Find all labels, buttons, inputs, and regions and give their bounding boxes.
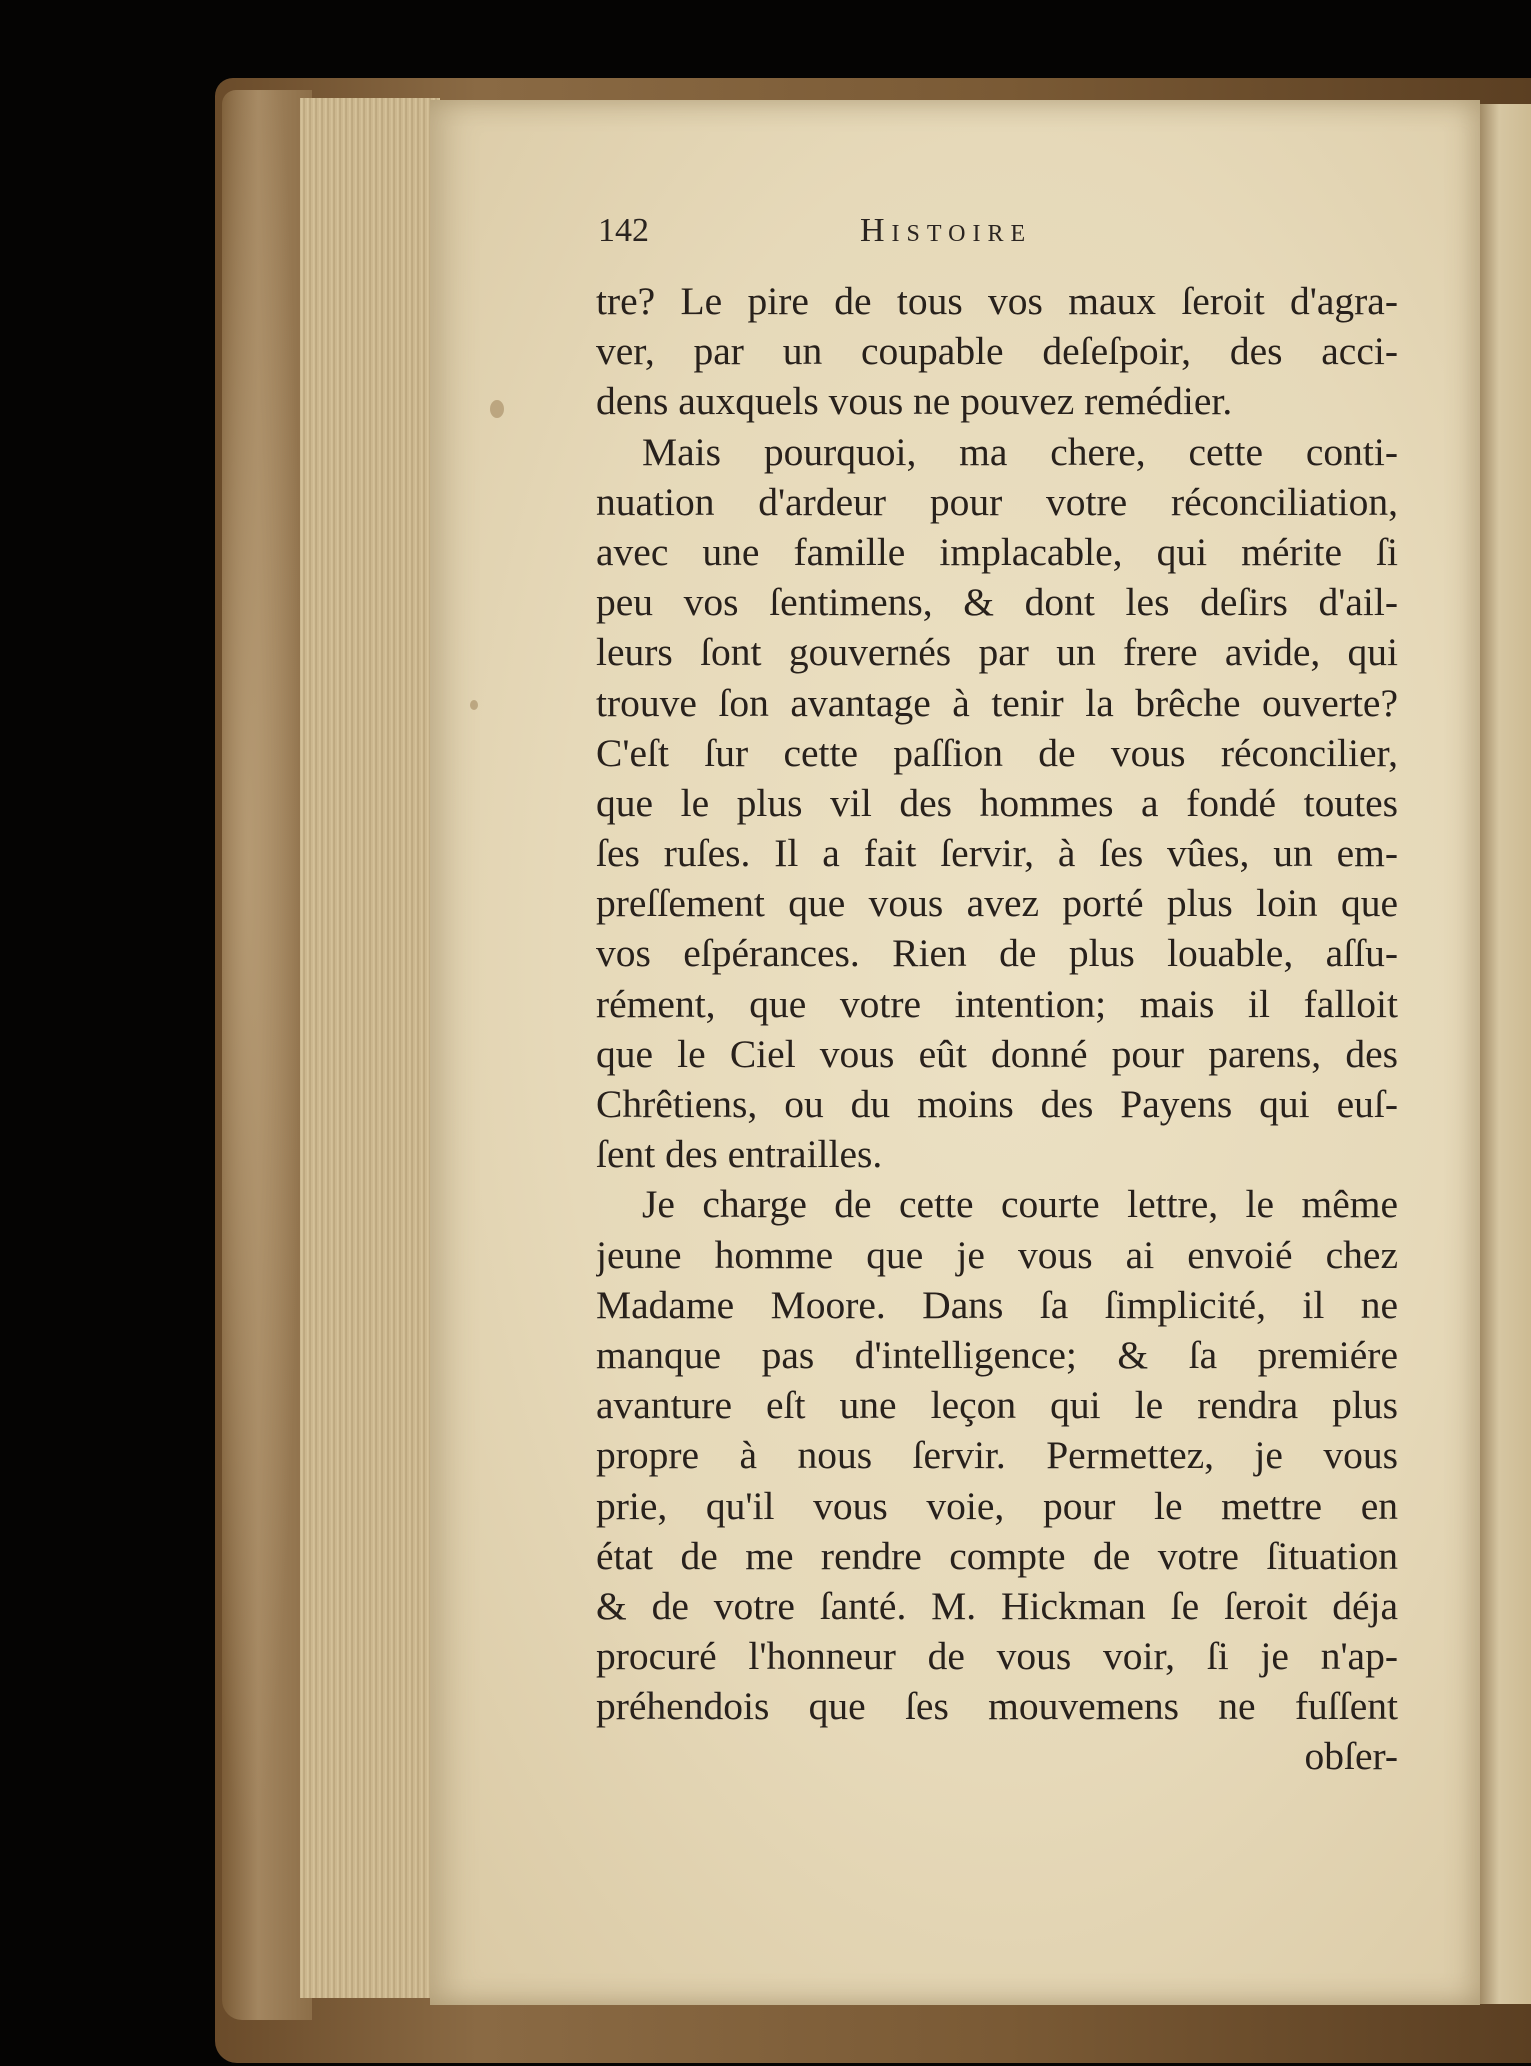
text-line: tre? Le pire de tous vos maux ſeroit d'agra- <box>596 279 1398 323</box>
page-number: 142 <box>598 212 649 249</box>
text-line: état de me rendre compte de votre ſituation <box>596 1533 1398 1578</box>
text-line: préhendois que ſes mouvemens ne fuſſent <box>596 1684 1398 1729</box>
text-line: Je charge de cette courte lettre, le même <box>642 1182 1398 1227</box>
running-head <box>598 212 1458 262</box>
text-line: manque pas d'intelligence; & ſa premiére <box>596 1332 1398 1377</box>
page-edges <box>300 98 440 1998</box>
text-line: procuré l'honneur de vous voir, ſi je n'ap- <box>596 1634 1398 1679</box>
text-line: ſent des entrailles. <box>596 1132 883 1177</box>
text-line: que le Ciel vous eût donné pour parens, des <box>596 1031 1398 1076</box>
foxing-spot <box>490 400 504 418</box>
text-line: peu vos ſentimens, & dont les deſirs d'ail- <box>596 580 1398 625</box>
text-line: que le plus vil des hommes a fondé toutes <box>596 780 1398 825</box>
text-line: vos eſpérances. Rien de plus louable, aſſu- <box>596 931 1398 976</box>
catchword: obſer- <box>1304 1734 1398 1779</box>
book-page <box>430 100 1480 2005</box>
text-line: dens auxquels vous ne pouvez remédier. <box>596 379 1233 424</box>
text-line: Mais pourquoi, ma chere, cette conti- <box>642 429 1398 474</box>
text-line: jeune homme que je vous ai envoié chez <box>596 1232 1398 1277</box>
text-line: Madame Moore. Dans ſa ſimplicité, il ne <box>596 1282 1398 1327</box>
facing-page-edge <box>1478 104 1531 2004</box>
text-line: avanture eſt une leçon qui le rendra plus <box>596 1383 1398 1428</box>
text-line: nuation d'ardeur pour votre réconciliation, <box>596 479 1398 524</box>
text-line: propre à nous ſervir. Permettez, je vous <box>596 1433 1398 1478</box>
running-head-title: Histoire <box>860 212 1033 249</box>
text-line: ver, par un coupable deſeſpoir, des acci- <box>596 329 1398 374</box>
book-spine-edge <box>222 90 312 2020</box>
text-line: rément, que votre intention; mais il falloit <box>596 981 1398 1026</box>
text-line: Chrêtiens, ou du moins des Payens qui euſ- <box>596 1082 1398 1126</box>
text-line: & de votre ſanté. M. Hickman ſe ſeroit déja <box>596 1583 1398 1628</box>
text-line: preſſement que vous avez porté plus loin que <box>596 881 1398 926</box>
text-line: C'eſt ſur cette paſſion de vous réconcilier, <box>596 730 1398 775</box>
text-line: prie, qu'il vous voie, pour le mettre en <box>596 1483 1398 1528</box>
body-text <box>596 276 1398 1782</box>
foxing-spot <box>470 700 478 710</box>
text-line: ſes ruſes. Il a fait ſervir, à ſes vûes, un em- <box>596 831 1398 876</box>
text-line: trouve ſon avantage à tenir la brêche ouverte? <box>596 680 1398 725</box>
text-line: leurs ſont gouvernés par un frere avide, qui <box>596 630 1398 675</box>
text-line: avec une famille implacable, qui mérite ſi <box>596 529 1398 574</box>
